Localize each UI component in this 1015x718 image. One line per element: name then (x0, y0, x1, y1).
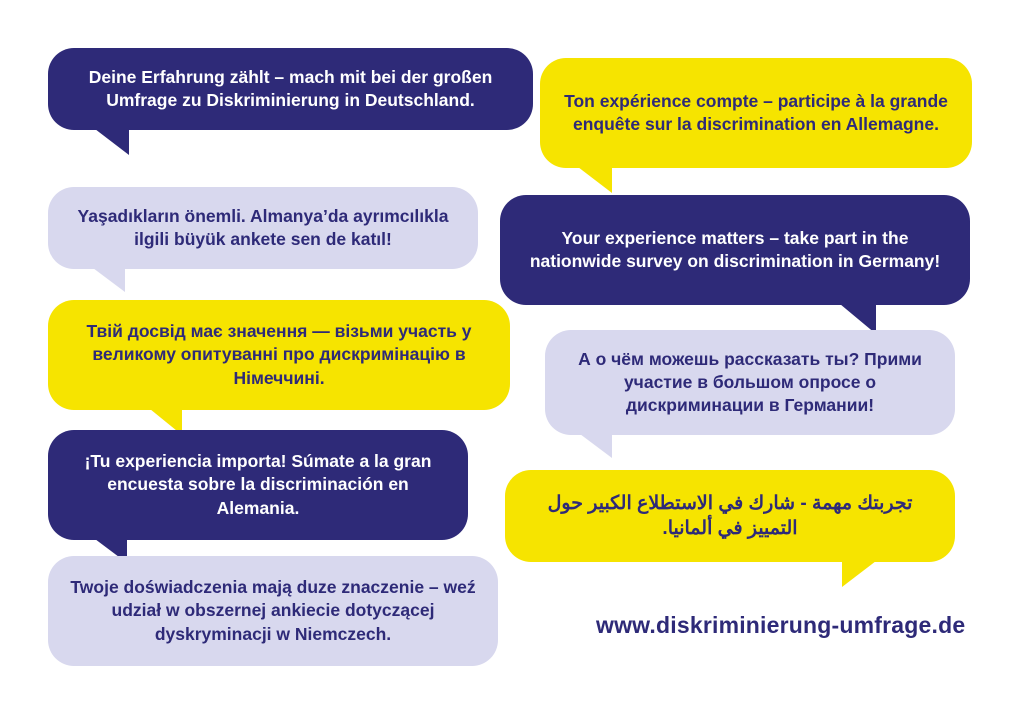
speech-bubble-arabic (505, 470, 955, 562)
speech-bubble-russian (545, 330, 955, 435)
speech-bubble-english (500, 195, 970, 305)
speech-bubble-tail-turkish (93, 268, 125, 292)
bubble-text-polish: Twoje doświadczenia mają duze znaczenie – weź udział w obszernej ankiecie dotyczącej dyskryminacji w Niemczech. (70, 577, 476, 644)
speech-bubble-ukrainian (48, 300, 510, 410)
speech-bubble-tail-french (578, 167, 612, 193)
speech-bubble-french (540, 58, 972, 168)
speech-bubble-spanish (48, 430, 468, 540)
speech-bubble-tail-arabic (842, 561, 876, 587)
bubble-text-english: Your experience matters – take part in the nationwide survey on discrimination in Germany! (529, 227, 941, 271)
bubble-text-german: Deine Erfahrung zählt – mach mit bei der großen Umfrage zu Diskriminierung in Deutschland. (88, 66, 493, 110)
bubble-text-ukrainian: Твій досвід має значення — візьми участь у великому опитуванні про дискримінацію в Німеччині. (86, 321, 472, 388)
bubble-text-arabic: تجربتك مهمة - شارك في الاستطلاع الكبير حول التمييز في ألمانيا. (547, 492, 913, 539)
speech-bubble-polish (48, 556, 498, 666)
speech-bubble-german (48, 48, 533, 130)
bubble-text-french: Ton expérience compte – participe à la grande enquête sur la discrimination en Allemagne. (564, 90, 948, 134)
speech-bubble-tail-russian (580, 434, 612, 458)
campaign-url[interactable] (596, 612, 965, 639)
campaign-url-text: www.diskriminierung-umfrage.de (596, 612, 966, 638)
bubble-text-russian: А о чём можешь рассказать ты? Прими участие в большом опросе о дискриминации в Германии! (578, 348, 922, 416)
bubble-text-spanish: ¡Tu experiencia importa! Súmate a la gran encuesta sobre la discriminación en Alemania. (84, 451, 432, 518)
bubble-text-turkish: Yaşadıkların önemli. Almanya’da ayrımcılıkla ilgili büyük ankete sen de katıl! (77, 205, 449, 249)
speech-bubble-turkish (48, 187, 478, 269)
speech-bubble-tail-german (95, 129, 129, 155)
